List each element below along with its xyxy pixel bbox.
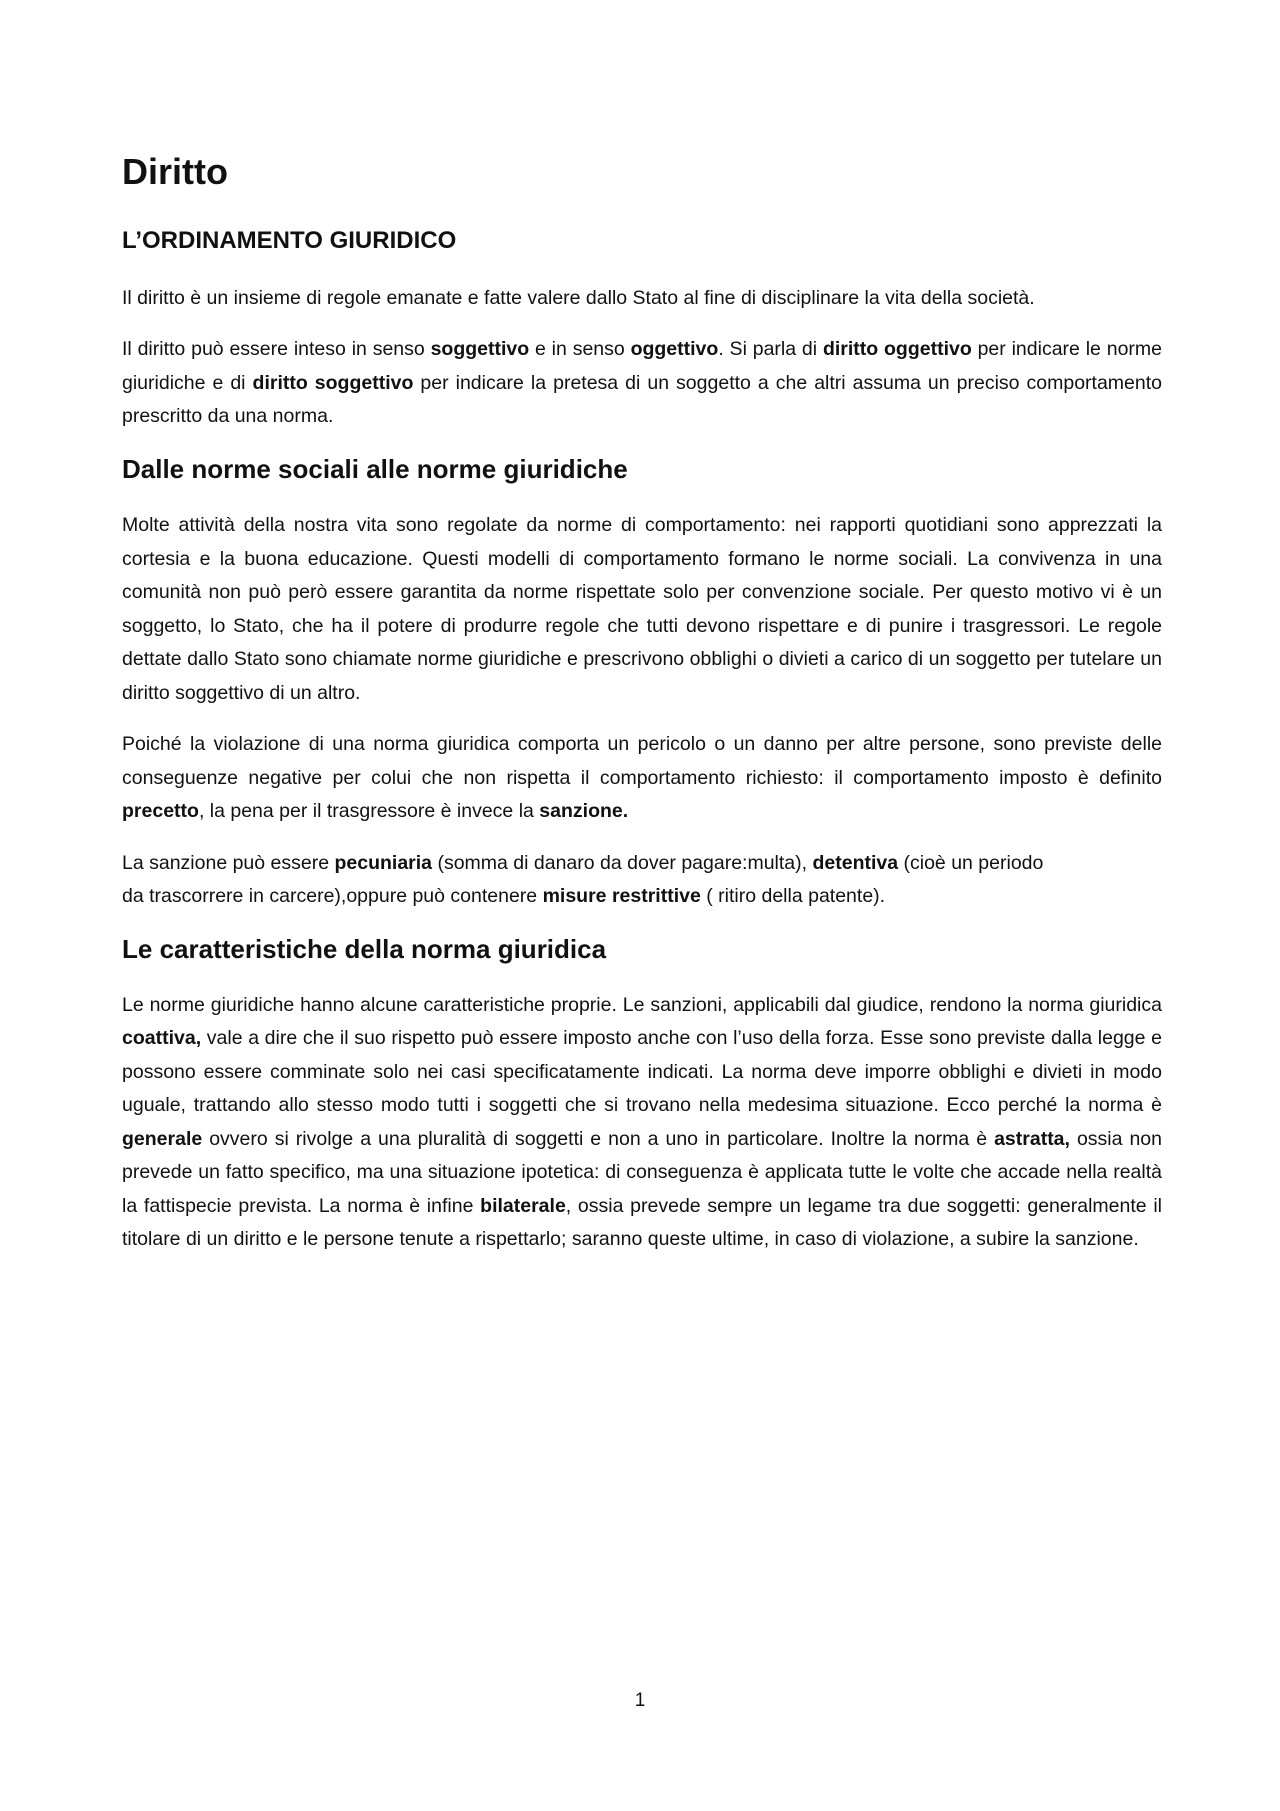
heading-caratteristiche: Le caratteristiche della norma giuridica	[122, 933, 607, 964]
paragraph-tipi-sanzione: La sanzione può essere pecuniaria (somma di danaro da dover pagare:multa), detentiva (cioè un periodo da trascorrere in carcere),oppure può contenere misure restrittive ( ritiro della patente).	[122, 851, 1044, 908]
paragraph-precetto-sanzione: Poiché la violazione di una norma giuridica comporta un pericolo o un danno per altre persone, sono previste delle conseguenze negative per colui che non rispetta il comportamento richiesto: il comportamento imposto è definito precetto, la pena per il trasgressore è invece la sanzione.	[122, 733, 1162, 823]
document-page	[122, 150, 1162, 1275]
document-title: Diritto	[122, 151, 228, 192]
page-number: 1	[634, 1690, 646, 1711]
heading-norme-sociali: Dalle norme sociali alle norme giuridiche	[122, 453, 628, 484]
section-heading: L’ORDINAMENTO GIURIDICO	[122, 227, 457, 255]
paragraph-definition: Il diritto è un insieme di regole emanate e fatte valere dallo Stato al fine di disciplinare la vita della società.	[122, 286, 1035, 309]
paragraph-caratteristiche: Le norme giuridiche hanno alcune caratteristiche proprie. Le sanzioni, applicabili dal giudice, rendono la norma giuridica coattiva, vale a dire che il suo rispetto può essere imposto anche con l’uso della forza. Esse sono previste dalla legge e possono essere comminate solo nei casi specificatamente indicati. La norma deve imporre obblighi e divieti in modo uguale, trattando allo stesso modo tutti i soggetti che si trovano nella medesima situazione. Ecco perché la norma è generale ovvero si rivolge a una pluralità di soggetti e non a uno in particolare. Inoltre la norma è astratta, ossia non prevede un fatto specifico, ma una situazione ipotetica: di conseguenza è applicata tutte le volte che accade nella realtà la fattispecie prevista. La norma è infine bilaterale, ossia prevede sempre un legame tra due soggetti: generalmente il titolare di un diritto e le persone tenute a rispettarlo; saranno queste ultime, in caso di violazione, a subire la sanzione.	[122, 993, 1163, 1251]
paragraph-soggettivo-oggettivo: Il diritto può essere inteso in senso soggettivo e in senso oggettivo. Si parla di diritto oggettivo per indicare le norme giuridiche e di diritto soggettivo per indicare la pretesa di un soggetto a che altri assuma un preciso comportamento prescritto da una norma.	[122, 338, 1162, 428]
paragraph-norme-sociali: Molte attività della nostra vita sono regolate da norme di comportamento: nei rapporti quotidiani sono apprezzati la cortesia e la buona educazione. Questi modelli di comportamento formano le norme sociali. La convivenza in una comunità non può però essere garantita da norme rispettate solo per convenzione sociale. Per questo motivo vi è un soggetto, lo Stato, che ha il potere di produrre regole che tutti devono rispettare e di punire i trasgressori. Le regole dettate dallo Stato sono chiamate norme giuridiche e prescrivono obblighi o divieti a carico di un soggetto per tutelare un diritto soggettivo di un altro.	[122, 514, 1162, 704]
